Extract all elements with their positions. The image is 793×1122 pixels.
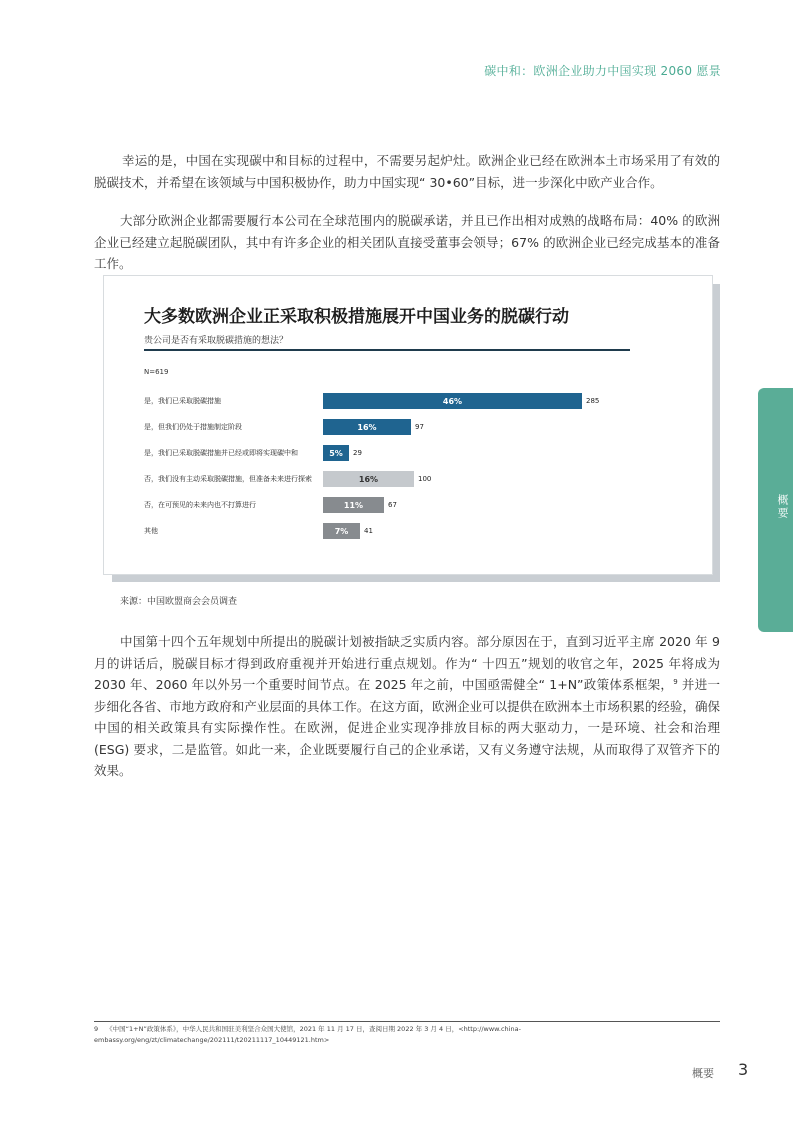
bar-count-label: 285	[586, 397, 600, 405]
bar-percent-label: 46%	[442, 396, 463, 406]
footer-section-label: 概要	[692, 1067, 714, 1080]
bar-percent-label: 11%	[343, 500, 364, 510]
bar	[323, 445, 349, 461]
bar-count-label: 41	[364, 527, 373, 535]
footnote-divider	[94, 1021, 720, 1022]
chart-title: 大多数欧洲企业正采取积极措施展开中国业务的脱碳行动	[144, 307, 569, 327]
side-tab-label: 概要	[776, 494, 789, 520]
bar-percent-label: 5%	[329, 448, 343, 458]
bar	[323, 393, 582, 409]
chart-sample-size: N=619	[144, 368, 169, 376]
bar-count-label: 29	[353, 449, 362, 457]
body-paragraph-2: 大部分欧洲企业都需要履行本公司在全球范围内的脱碳承诺，并且已作出相对成熟的战略布局：40% 的欧洲企业已经建立起脱碳团队，其中有许多企业的相关团队直接受董事会领导；67% 的欧洲企业已经完成基本的准备工作。	[94, 213, 720, 271]
bar-count-label: 67	[388, 501, 397, 509]
page-number: 3	[738, 1060, 749, 1079]
bar	[323, 419, 411, 435]
bar	[323, 497, 384, 513]
header-title: 碳中和：欧洲企业助力中国实现 2060 愿景	[484, 64, 721, 78]
bar-category-label: 其他	[144, 527, 158, 535]
footnote-number: 9	[94, 1025, 99, 1033]
body-paragraph-3-part2: 并进一步细化各省、市地方政府和产业层面的具体工作。在这方面，欧洲企业可以提供在欧洲本土市场积累的经验，确保中国的相关政策具有实际操作性。在欧洲，促进企业实现净排放目标的两大驱动力，一是环境、社会和治理 (ESG) 要求，二是监管。如此一来，企业既要履行自己的企业承诺，又有义务遵守法规，从而取得了双管齐下的效果。	[94, 677, 720, 778]
bar-category-label: 是，我们已采取脱碳措施	[144, 397, 221, 405]
footnote-text: 《中国“1+N”政策体系》，中华人民共和国驻美利坚合众国大使馆，2021 年 11 月 17 日，查阅日期 2022 年 3 月 4 日，<http://www.china-embassy.org/eng/zt/climatechange/202111/t20211117_10449121.htm>	[94, 1025, 521, 1044]
footnote	[94, 1024, 720, 1046]
bar	[323, 471, 414, 487]
footnote-reference[interactable]: 9	[673, 677, 678, 686]
body-paragraph-1: 幸运的是，中国在实现碳中和目标的过程中，不需要另起炉灶。欧洲企业已经在欧洲本土市场采用了有效的脱碳技术，并希望在该领域与中国积极协作，助力中国实现“ 30•60”目标，进一步深化中欧产业合作。	[94, 153, 720, 190]
section-side-tab[interactable]	[758, 388, 793, 632]
body-paragraph-3-part1: 中国第十四个五年规划中所提出的脱碳计划被指缺乏实质内容。部分原因在于，直到习近平主席 2020 年 9 月的讲话后，脱碳目标才得到政府重视并开始进行重点规划。作为“ 十四五”规划的收官之年，2025 年将成为 2030 年、2060 年以外另一个重要时间节点。在 2025 年之前，中国亟需健全“ 1+N”政策体系框架，	[94, 634, 720, 692]
bar-count-label: 100	[418, 475, 432, 483]
chart-source: 来源：中国欧盟商会会员调查	[120, 597, 238, 607]
bar-percent-label: 16%	[358, 474, 379, 484]
bar	[323, 523, 360, 539]
bar-category-label: 是，但我们仍处于措施制定阶段	[144, 423, 242, 431]
chart-divider	[144, 349, 630, 351]
bar-category-label: 否，我们没有主动采取脱碳措施，但准备未来进行探索	[144, 475, 312, 483]
bar-percent-label: 16%	[357, 422, 377, 432]
chart-subtitle: 贵公司是否有采取脱碳措施的想法？	[144, 336, 289, 346]
bar-percent-label: 7%	[334, 526, 349, 536]
bar-count-label: 97	[415, 423, 424, 431]
bar-category-label: 否，在可预见的未来内也不打算进行	[144, 501, 256, 509]
body-paragraph-3	[94, 631, 720, 782]
bar-category-label: 是，我们已采取脱碳措施并已经或即将实现碳中和	[144, 449, 298, 457]
chart-card	[103, 275, 713, 575]
